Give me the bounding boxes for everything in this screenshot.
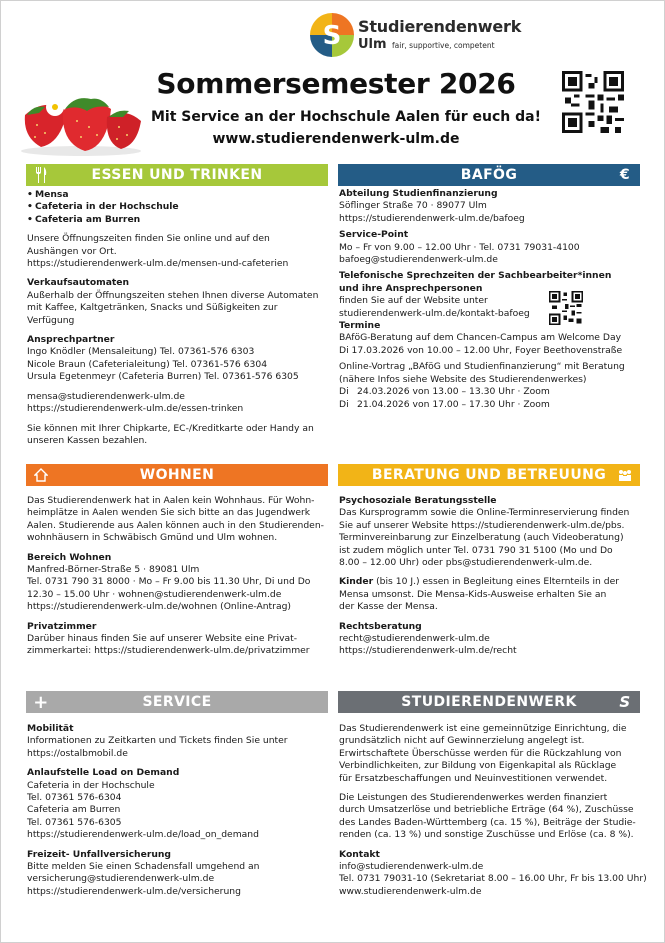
bafoeg-url-link[interactable]: https://studierendenwerk-ulm.de/bafoeg [339, 212, 525, 224]
heading-sprechzeiten: Telefonische Sprechzeiten der Sachbearbeiter*innen [339, 270, 612, 282]
kinder-text: der Kasse der Mensa. [339, 601, 438, 613]
heading-service-point: Service-Point [339, 229, 409, 241]
studierendenwerk-logo [310, 13, 522, 59]
logo-tagline: fair, supportive, competent [392, 41, 495, 50]
euro-icon: € [619, 167, 631, 183]
s-logo-icon: S [619, 693, 631, 711]
weekday: Di [339, 386, 349, 398]
kinder-text: Mensa umsonst. Die Mensa-Kids-Ausweise erhalten Sie an [339, 588, 607, 600]
section-bar-wohnen [26, 464, 328, 486]
essen-email-link[interactable]: mensa@studierendenwerk-ulm.de [27, 390, 185, 402]
contact-person: Nicole Braun (Cafeterialeitung) Tel. 07361-576 6304 [27, 358, 268, 370]
section-essen [27, 189, 329, 447]
essen-hours-link[interactable]: https://studierendenwerk-ulm.de/mensen-und-cafeterien [27, 258, 289, 270]
automaten-text: mit Kaffee, Kaltgetränken, Snacks und Süßigkeiten zur [27, 302, 278, 314]
kontakt-bafoeg-link[interactable]: studierendenwerk-ulm.de/kontakt-bafoeg [339, 307, 530, 319]
kontakt-phone: Tel. 0731 79031-10 (Sekretariat 8.00 – 16.00 Uhr, Fr bis 13.00 Uhr) [339, 873, 647, 885]
section-title-service: SERVICE [142, 694, 212, 710]
page-title: Sommersemester 2026 [156, 67, 516, 100]
finanzierung-text: renden (ca. 13 %) und sonstige Zuschüsse und Erlöse (ca. 8 %). [339, 829, 634, 841]
bafoeg-address: Söflinger Straße 70 · 89077 Ulm [339, 200, 487, 212]
psy-text: ist zudem möglich unter Tel. 0731 790 31 5100 (Mo und Do [339, 544, 613, 556]
people-icon [616, 466, 634, 484]
recht-email-link[interactable]: recht@studierendenwerk-ulm.de [339, 633, 490, 645]
automaten-text: Außerhalb der Öffnungszeiten stehen Ihnen diverse Automaten [27, 289, 319, 301]
finanzierung-text: Die Leistungen des Studierendenwerkes werden finanziert [339, 792, 608, 804]
heading-privatzimmer: Privatzimmer [27, 620, 97, 632]
versicherung-email-link[interactable]: versicherung@studierendenwerk-ulm.de [27, 873, 215, 885]
section-title-studierendenwerk: STUDIERENDENWERK [401, 694, 577, 710]
recht-url-link[interactable]: https://studierendenwerk-ulm.de/recht [339, 645, 517, 657]
list-item: • Mensa [27, 189, 329, 201]
page-website[interactable]: www.studierendenwerk-ulm.de [212, 131, 460, 147]
wohnen-intro: Das Studierendenwerk hat in Aalen kein Wohnhaus. Für Wohn- [27, 495, 315, 506]
section-title-wohnen: WOHNEN [139, 467, 215, 483]
heading-kinder: Kinder [339, 576, 374, 588]
kinder-text-rest: (bis 10 J.) essen in Begleitung eines Elternteils in der [373, 576, 620, 588]
heading-ansprechpartner: Ansprechpartner [27, 334, 115, 346]
versicherung-text: Bitte melden Sie einen Schadensfall umgehend an [27, 861, 260, 873]
section-studierendenwerk [339, 723, 647, 898]
payment-text: unseren Kassen bezahlen. [27, 434, 148, 446]
date-text: 24.03.2026 von 13.00 – 13.30 Uhr · Zoom [357, 386, 550, 398]
section-title-beratung: BERATUNG UND BETREUUNG [371, 467, 607, 483]
logo-name: Studierendenwerk [358, 17, 522, 36]
logo-circle-icon [310, 13, 354, 57]
psy-text: Terminvereinbarung zur Einzelberatung (auch Videoberatung) [339, 532, 624, 544]
studierendenwerk-text: grundsätzlich nicht auf Gewinnerzielung angelegt ist. [339, 735, 585, 747]
privatzimmer-text: zimmerkartei: https://studierendenwerk-ulm.de/privatzimmer [27, 645, 310, 657]
heading-automaten: Verkaufsautomaten [27, 277, 130, 289]
section-title-bafoeg: BAFÖG [460, 167, 518, 183]
load-text: Tel. 07361 576-6304 [27, 792, 122, 804]
house-icon [32, 466, 50, 484]
heading-kontakt: Kontakt [339, 848, 380, 860]
automaten-text: Verfügung [27, 314, 75, 326]
heading-versicherung: Freizeit- Unfallversicherung [27, 848, 172, 860]
contact-person: Ursula Egetenmeyr (Cafeteria Burren) Tel. 07361-576 6305 [27, 371, 299, 383]
privatzimmer-text: Darüber hinaus finden Sie auf unserer Website eine Privat- [27, 633, 298, 645]
heading-load-on-demand: Anlaufstelle Load on Demand [27, 767, 180, 779]
weekday: Di [339, 398, 349, 410]
termine-text: Di 17.03.2026 von 10.00 – 12.00 Uhr, Foyer Beethovenstraße [339, 344, 623, 356]
wohnen-address: Manfred-Börner-Straße 5 · 89081 Ulm [27, 564, 200, 576]
cutlery-icon [32, 166, 50, 184]
studierendenwerk-text: Erwirtschaftete Überschüsse werden für die Rückzahlung von [339, 747, 622, 759]
section-bar-service [26, 691, 328, 713]
essen-hours-text: Unsere Öffnungszeiten finden Sie online und auf den [27, 233, 270, 245]
qr-code-icon[interactable] [562, 71, 624, 133]
online-vortrag-text: Online-Vortrag „BAföG und Studienfinanzierung“ mit Beratung [339, 361, 625, 373]
finanzierung-text: durch Umsatzerlöse und betriebliche Erträge (64 %), Zuschüsse [339, 804, 634, 816]
online-vortrag-date [339, 386, 641, 398]
plus-icon: + [33, 691, 49, 713]
load-text: Cafeteria am Burren [27, 804, 121, 816]
heading-bereich-wohnen: Bereich Wohnen [27, 551, 112, 563]
section-bar-studierendenwerk [338, 691, 640, 713]
section-bar-beratung [338, 464, 640, 486]
list-item: • Cafeteria in der Hochschule [27, 201, 329, 213]
section-service [27, 723, 329, 898]
date-text: 21.04.2026 von 17.00 – 17.30 Uhr · Zoom [357, 398, 550, 410]
wohnen-hours: 12.30 – 15.00 Uhr · wohnen@studierendenwerk-ulm.de [27, 588, 282, 600]
heading-rechtsberatung: Rechtsberatung [339, 620, 422, 632]
section-beratung [339, 495, 641, 658]
bafoeg-email-link[interactable]: bafoeg@studierendenwerk-ulm.de [339, 254, 498, 266]
mobilitaet-link[interactable]: https://ostalbmobil.de [27, 747, 128, 759]
wohnen-intro: wohnhäusern in Schwäbisch Gmünd und Ulm wohnen. [27, 532, 278, 544]
studierendenwerk-text: Verbindlichkeiten, zur Bildung von Eigenkapital als Rücklage [339, 760, 617, 772]
heading-studienfinanzierung: Abteilung Studienfinanzierung [339, 188, 498, 199]
studierendenwerk-text: für Ersatzbeschaffungen und Neuinvestitionen verwendet. [339, 772, 608, 784]
page-subtitle: Mit Service an der Hochschule Aalen für euch da! [151, 109, 541, 125]
psy-text: Sie auf unserer Website https://studierendenwerk-ulm.de/pbs. [339, 519, 625, 531]
termine-text: BAföG-Beratung auf dem Chancen-Campus am Welcome Day [339, 332, 622, 344]
online-vortrag-text: (nähere Infos siehe Website des Studierendenwerkes) [339, 373, 587, 385]
wohnen-hours: Tel. 0731 790 31 8000 · Mo – Fr 9.00 bis 11.30 Uhr, Di und Do [27, 576, 311, 588]
section-bar-essen [26, 164, 328, 186]
essen-hours-text: Aushängen vor Ort. [27, 245, 117, 257]
load-text: Cafeteria in der Hochschule [27, 779, 155, 791]
studierendenwerk-text: Das Studierendenwerk ist eine gemeinnützige Einrichtung, die [339, 723, 627, 734]
load-link[interactable]: https://studierendenwerk-ulm.de/load_on_demand [27, 829, 259, 841]
online-vortrag-date [339, 399, 641, 411]
finanzierung-text: des Landes Baden-Württemberg (ca. 15 %), Beiträge der Studie- [339, 816, 636, 828]
psy-text: 8.00 – 12.00 Uhr) oder pbs@studierendenwerk-ulm.de. [339, 557, 593, 569]
heading-psychosozial: Psychosoziale Beratungsstelle [339, 495, 497, 506]
kontakt-website-link[interactable]: www.studierendenwerk-ulm.de [339, 885, 482, 897]
wohnen-intro: Aalen. Studierende aus Aalen können auch in den Studierenden- [27, 519, 324, 531]
load-text: Tel. 07361 576-6305 [27, 816, 122, 828]
heading-mobilitaet: Mobilität [27, 723, 74, 734]
wohnen-intro: heimplätze in Aalen wenden Sie sich bitte an das Jugendwerk [27, 507, 311, 519]
service-point-hours: Mo – Fr von 9.00 – 12.00 Uhr · Tel. 0731 79031-4100 [339, 241, 580, 253]
essen-url-link[interactable]: https://studierendenwerk-ulm.de/essen-trinken [27, 403, 244, 415]
kontakt-email-link[interactable]: info@studierendenwerk-ulm.de [339, 861, 484, 873]
kinder-text [339, 576, 641, 588]
psy-text: Das Kursprogramm sowie die Online-Terminreservierung finden [339, 507, 630, 519]
section-title-essen: ESSEN UND TRINKEN [91, 167, 263, 183]
heading-sprechzeiten: und ihre Ansprechpersonen [339, 282, 483, 294]
section-bafoeg [339, 188, 641, 411]
sprechzeiten-text: finden Sie auf der Website unter [339, 295, 488, 307]
mobilitaet-text: Informationen zu Zeitkarten und Tickets finden Sie unter [27, 735, 288, 747]
wohnen-url-link[interactable]: https://studierendenwerk-ulm.de/wohnen (Online-Antrag) [27, 601, 291, 613]
heading-termine: Termine [339, 320, 381, 332]
svg-text:S: S [322, 21, 342, 51]
contact-person: Ingo Knödler (Mensaleitung) Tel. 07361-576 6303 [27, 346, 255, 358]
strawberries-image [15, 85, 147, 157]
list-item: • Cafeteria am Burren [27, 214, 329, 226]
section-bar-bafoeg [338, 164, 640, 186]
logo-city: Ulm [358, 37, 387, 52]
section-wohnen [27, 495, 329, 658]
payment-text: Sie können mit Ihrer Chipkarte, EC-/Kreditkarte oder Handy an [27, 422, 314, 434]
versicherung-url-link[interactable]: https://studierendenwerk-ulm.de/versicherung [27, 885, 241, 897]
